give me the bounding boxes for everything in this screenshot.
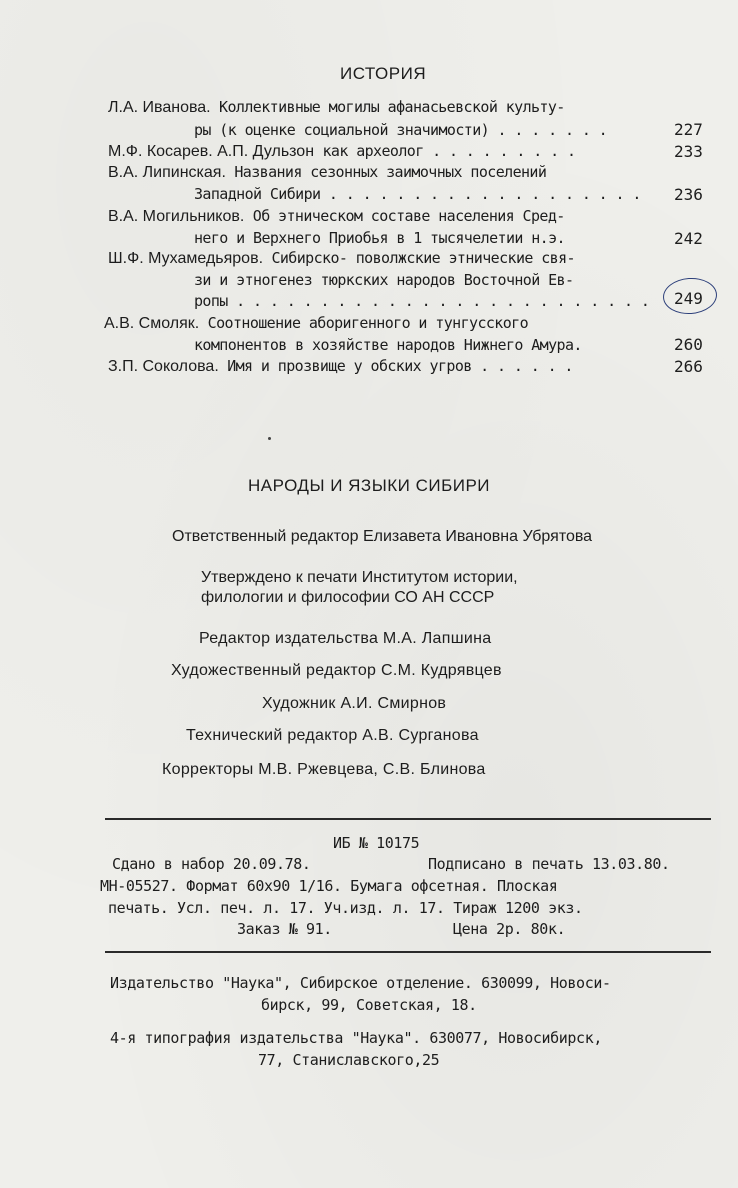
imprint-order: Заказ № 91. — [237, 920, 332, 938]
imprint-typeset-date: Сдано в набор 20.09.78. — [112, 855, 311, 873]
toc-entry — [104, 314, 528, 333]
toc-page-number: 249 — [674, 289, 703, 308]
toc-title-line: ры (к оценке социальной значимости) . . . . . . . — [194, 121, 608, 139]
publisher-address-line-1: Издательство "Наука", Сибирское отделение. 630099, Новоси- — [110, 974, 611, 992]
imprint-format-line: МН-05527. Формат 60х90 1/16. Бумага офсетная. Плоская — [100, 877, 558, 895]
toc-author: Л.А. Иванова. — [108, 99, 211, 116]
divider-bottom — [105, 951, 711, 953]
divider-top — [105, 818, 711, 820]
art-editor: Художественный редактор С.М. Кудрявцев — [171, 662, 502, 679]
toc-title-line: Западной Сибири . . . . . . . . . . . . . . . . . . . — [194, 185, 641, 203]
book-title: НАРОДЫ И ЯЗЫКИ СИБИРИ — [248, 476, 491, 495]
printer-address-line-2: 77, Станиславского,25 — [258, 1051, 440, 1069]
toc-author: З.П. Соколова. — [108, 358, 219, 375]
toc-entry — [108, 163, 546, 182]
toc-author: В.А. Могильников. — [108, 208, 245, 225]
toc-page-number: 260 — [674, 335, 703, 354]
toc-title-line: Об этническом составе населения Сред- — [244, 207, 565, 225]
imprint-signed-date: Подписано в печать 13.03.80. — [428, 855, 670, 873]
toc-title-line: него и Верхнего Приобья в 1 тысячелетии н.э. — [194, 229, 565, 247]
artist: Художник А.И. Смирнов — [262, 695, 447, 712]
toc-author: Ш.Ф. Мухамедьяров. — [108, 250, 264, 267]
toc-author: М.Ф. Косарев. А.П. Дульзон — [108, 143, 315, 160]
section-heading-history: ИСТОРИЯ — [340, 64, 427, 83]
toc-title-line: зи и этногенез тюркских народов Восточной Ев- — [194, 271, 574, 289]
responsible-editor: Ответственный редактор Елизавета Ивановна Убрятова — [172, 528, 593, 545]
imprint-price: Цена 2р. 80к. — [453, 920, 566, 938]
toc-entry — [108, 249, 575, 268]
toc-entry — [108, 142, 575, 161]
approval-line-2: филологии и философии СО АН СССР — [201, 589, 495, 606]
ink-speck — [268, 437, 271, 440]
toc-title-line: ропы . . . . . . . . . . . . . . . . . . . . . . . . . — [194, 292, 650, 310]
toc-page-number: 242 — [674, 229, 703, 248]
imprint-print-line: печать. Усл. печ. л. 17. Уч.изд. л. 17. Тираж 1200 экз. — [108, 899, 583, 917]
toc-author: А.В. Смоляк. — [104, 315, 200, 332]
toc-page-number: 236 — [674, 185, 703, 204]
correctors: Корректоры М.В. Ржевцева, С.В. Блинова — [162, 761, 486, 778]
publisher-editor: Редактор издательства М.А. Лапшина — [199, 630, 492, 647]
toc-title-line: Названия сезонных заимочных поселений — [225, 163, 547, 181]
toc-entry — [108, 98, 565, 117]
publisher-address-line-2: бирск, 99, Советская, 18. — [261, 996, 477, 1014]
toc-entry — [108, 207, 565, 226]
technical-editor: Технический редактор А.В. Сурганова — [186, 727, 479, 744]
approval-line-1: Утверждено к печати Институтом истории, — [201, 569, 518, 586]
toc-page-number: 233 — [674, 142, 703, 161]
toc-title-line: Соотношение аборигенного и тунгусского — [199, 314, 529, 332]
ib-number: ИБ № 10175 — [333, 834, 420, 852]
toc-page-number: 266 — [674, 357, 703, 376]
toc-author: В.А. Липинская. — [108, 164, 226, 181]
toc-title-line: как археолог . . . . . . . . . — [314, 142, 576, 160]
toc-title-line: Сибирско- поволжские этнические свя- — [263, 249, 575, 267]
toc-title-line: компонентов в хозяйстве народов Нижнего Амура. — [194, 336, 582, 354]
toc-title-line: Коллективные могилы афанасьевской культу- — [210, 98, 565, 116]
toc-page-number: 227 — [674, 120, 703, 139]
toc-entry — [108, 357, 573, 376]
printer-address-line-1: 4-я типография издательства "Наука". 630077, Новосибирск, — [110, 1029, 602, 1047]
toc-title-line: Имя и прозвище у обских угров . . . . . . — [218, 357, 573, 375]
